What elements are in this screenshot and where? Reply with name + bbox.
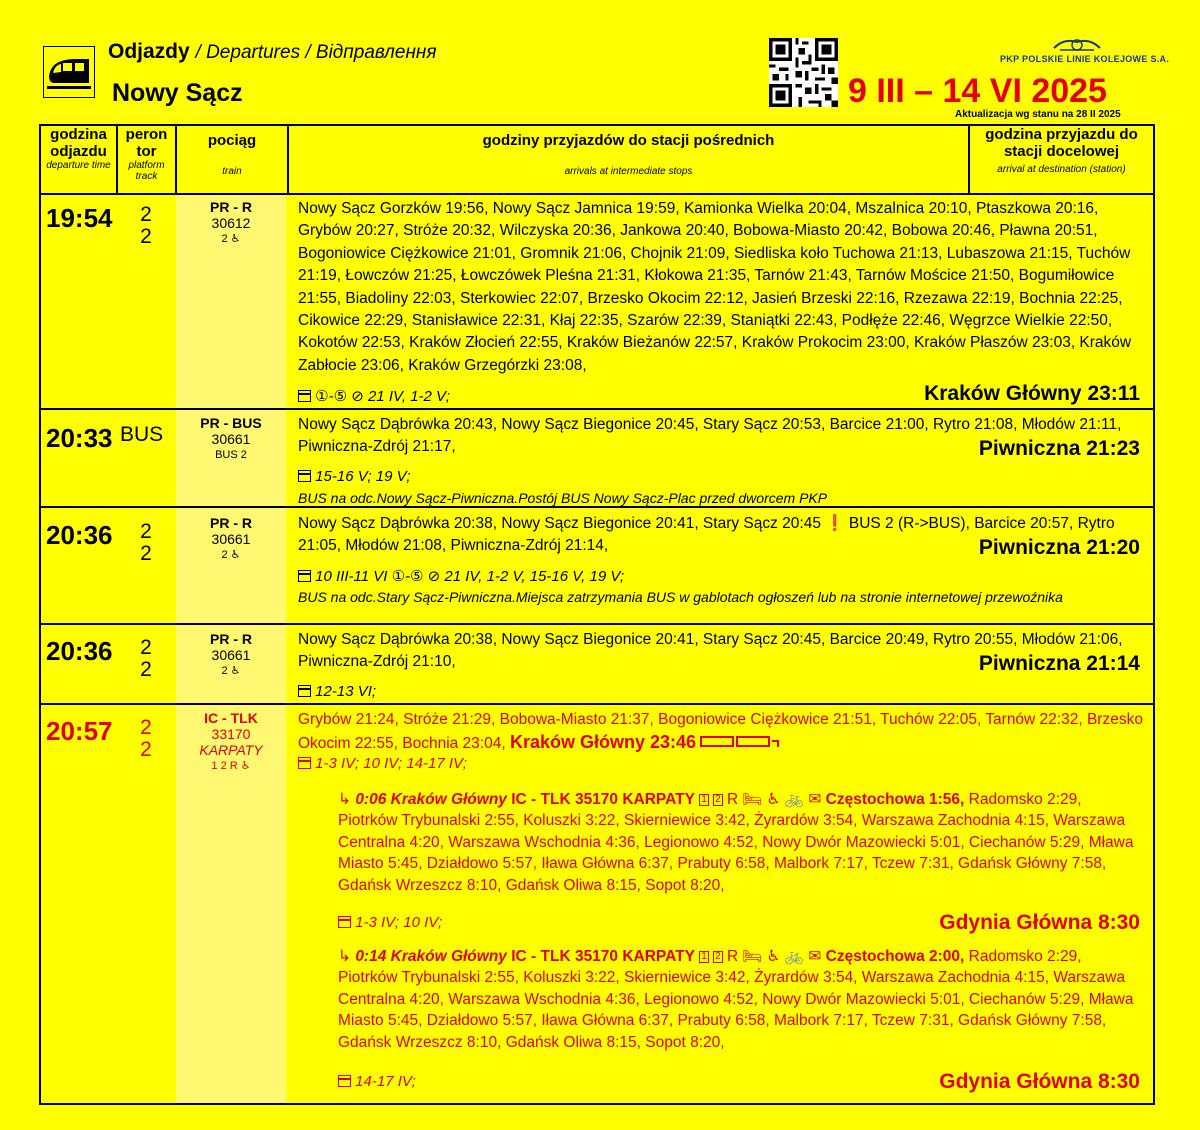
table-border-right <box>1153 124 1155 1105</box>
train-category: PR - R <box>210 631 252 647</box>
header-platform: peron tor platform track <box>125 126 168 182</box>
departure-time: 20:33 <box>46 423 113 453</box>
operating-days: 14-17 IV; <box>338 1073 416 1090</box>
platform-number: BUS <box>120 423 164 446</box>
train-category: PR - BUS <box>200 415 262 431</box>
train-category: PR - R <box>210 199 252 215</box>
connection-train: IC - TLK 35170 KARPATY <box>511 948 695 965</box>
train-number: 30661 <box>211 431 251 447</box>
header-divider <box>39 193 1155 195</box>
row-divider <box>39 703 1155 705</box>
intermediate-stops: Grybów 21:24, Stróże 21:29, Bobowa-Miasto 21:37, Bogoniowice Ciężkowice 21:51, Tuchów 22:05, Tarnów 22:32, Brzesko Okocim 22:55, Bochnia 23:04, Kraków Główny 23:46 <box>298 711 1143 753</box>
platform-number: 2 2 <box>140 716 152 761</box>
validity-period: 9 III – 14 VI 2025 <box>848 72 1107 110</box>
train-category: IC - TLK <box>204 710 258 726</box>
station-name: Nowy Sącz <box>112 79 243 107</box>
train-icon <box>43 46 95 98</box>
connection-stops: Radomsko 2:29, Piotrków Trybunalski 2:55, Koluszki 3:22, Skierniewice 3:42, Żyrardów 3:54, Warszawa Zachodnia 4:15, Warszawa Centralna 4:20, Warszawa Wschodnia 4:36, Legionowo 4:52, Nowy Dwór Mazowiecki 5:01, Ciechanów 5:29, Mława Miasto 5:45, Działdowo 5:57, Iława Główna 6:37, Prabuty 6:58, Malbork 7:17, Tczew 7:31, Gdańsk Główny 7:58, Gdańsk Wrzeszcz 8:10, Gdańsk Oliwa 8:15, Sopot 8:20, <box>338 791 1134 894</box>
connection-stops: Radomsko 2:29, Piotrków Trybunalski 2:55, Koluszki 3:22, Skierniewice 3:42, Żyrardów 3:54, Warszawa Zachodnia 4:15, Warszawa Centralna 4:20, Warszawa Wschodnia 4:36, Legionowo 4:52, Nowy Dwór Mazowiecki 5:01, Ciechanów 5:29, Mława Miasto 5:45, Działdowo 5:57, Iława Główna 6:37, Prabuty 6:58, Malbork 7:17, Tczew 7:31, Gdańsk Główny 7:58, Gdańsk Wrzeszcz 8:10, Gdańsk Oliwa 8:15, Sopot 8:20, <box>338 948 1134 1051</box>
train-cars-icon <box>700 735 782 749</box>
platform-number: 2 2 <box>140 203 152 248</box>
train-name: KARPATY <box>199 742 263 758</box>
operating-days: 1-3 IV; 10 IV; <box>338 914 442 931</box>
departure-time: 19:54 <box>46 203 113 233</box>
train-number: 30612 <box>211 215 251 231</box>
intermediate-stops: Nowy Sącz Dąbrówka 20:43, Nowy Sącz Biegonice 20:45, Stary Sącz 20:53, Barcice 21:00, Rytro 21:08, Młodów 21:11, Piwniczna-Zdrój 21:17, <box>298 416 1122 456</box>
update-note: Aktualizacja wg stanu na 28 II 2025 <box>955 109 1121 120</box>
train-info <box>178 631 284 679</box>
operating-days: 15-16 V; 19 V; <box>298 468 411 485</box>
title-translations: / Departures / Відправлення <box>195 42 437 63</box>
intermediate-stops: Nowy Sącz Gorzków 19:56, Nowy Sącz Jamnica 19:59, Kamionka Wielka 20:04, Mszalnica 20:10, Ptaszkowa 20:16, Grybów 20:27, Stróże 20:32, Wilczyska 20:36, Jankowa 20:40, Bobowa-Miasto 20:42, Bobowa 20:46, Pławna 20:51, Bogoniowice Ciężkowice 21:01, Gromnik 21:06, Chojnik 21:09, Siedliska koło Tuchowa 21:13, Lubaszowa 21:15, Tuchów 21:19, Łowczów 21:25, Łowczówek Pleśna 21:31, Kłokowa 21:35, Tarnów 21:43, Tarnów Mościce 21:50, Bogumiłowice 21:55, Biadoliny 22:03, Sterkowiec 22:07, Brzesko Okocim 22:12, Jasień Brzeski 22:16, Rzezawa 22:19, Bochnia 22:25, Cikowice 22:29, Stanisławice 22:31, Kłaj 22:35, Szarów 22:39, Staniątki 22:43, Podłęże 22:46, Węgrzce Wielkie 22:50, Kokotów 22:53, Kraków Złocień 22:55, Kraków Bieżanów 22:57, Kraków Prokocim 23:00, Kraków Płaszów 23:03, Kraków Zabłocie 23:06, Kraków Grzegórzki 23:08, <box>298 200 1132 374</box>
intermediate-stops: Nowy Sącz Dąbrówka 20:38, Nowy Sącz Biegonice 20:41, Stary Sącz 20:45, Barcice 20:49, Rytro 20:55, Młodów 21:06, Piwniczna-Zdrój 21:10, <box>298 631 1123 671</box>
header-stops: godziny przyjazdów do stacji pośrednich arrivals at intermediate stops <box>482 132 775 177</box>
intermediate-stops: Nowy Sącz Dąbrówka 20:38, Nowy Sącz Biegonice 20:41, Stary Sącz 20:45 ❗ BUS 2 (R->BUS), Barcice 20:57, Rytro 21:05, Młodów 21:08, Piwniczna-Zdrój 21:14, <box>298 515 1115 555</box>
train-info <box>178 199 284 247</box>
page-title <box>108 40 437 64</box>
calendar-icon <box>338 1075 351 1087</box>
row-note: BUS na odc.Nowy Sącz-Piwniczna.Postój BUS Nowy Sącz-Plac przed dworcem PKP <box>298 490 828 506</box>
calendar-icon <box>298 470 311 482</box>
table-border-left <box>39 124 41 1105</box>
departure-time: 20:57 <box>46 716 113 746</box>
calendar-icon <box>298 570 311 582</box>
pkp-logo-icon <box>1050 36 1104 56</box>
connection-first-stop: Częstochowa 1:56, <box>825 791 965 808</box>
train-number: 30661 <box>211 647 251 663</box>
connection-arrow-icon: ↳ <box>338 948 351 965</box>
operating-days: 1-3 IV; 10 IV; 14-17 IV; <box>298 755 467 772</box>
connection-train: IC - TLK 35170 KARPATY <box>511 791 695 808</box>
train-number: 33170 <box>211 726 251 742</box>
header-destination: godzina przyjazdu do stacji docelowej arrival at destination (station) <box>985 126 1138 175</box>
train-info <box>178 415 284 463</box>
table-border-bottom <box>39 1103 1155 1105</box>
header-train: pociąg train <box>207 132 257 177</box>
row-divider <box>39 623 1155 625</box>
train-amenities: BUS 2 <box>215 449 247 461</box>
destination: Gdynia Główna 8:30 <box>939 1070 1140 1093</box>
operating-days: 10 III-11 VI ①-⑤ ⊘ 21 IV, 1-2 V, 15-16 V, 19 V; <box>298 567 624 585</box>
platform-number: 2 2 <box>140 636 152 681</box>
destination: Piwniczna 21:20 <box>978 536 1140 559</box>
train-amenities: 2 ♿ <box>221 233 241 245</box>
operator-name: PKP POLSKIE LINIE KOLEJOWE S.A. <box>1000 54 1170 64</box>
connection-arrow-icon: ↳ <box>338 791 351 808</box>
title-pl: Odjazdy <box>108 40 190 63</box>
operating-days: 12-13 VI; <box>298 683 376 700</box>
row-note: BUS na odc.Stary Sącz-Piwniczna.Miejsca zatrzymania BUS w gablotach ogłoszeń lub na stronie internetowej przewoźnika <box>298 589 1063 605</box>
departure-time: 20:36 <box>46 520 113 550</box>
qr-code-icon[interactable] <box>769 38 838 107</box>
calendar-icon <box>298 390 311 402</box>
train-amenities: 2 ♿ <box>221 549 241 561</box>
destination: Piwniczna 21:23 <box>978 437 1140 460</box>
platform-number: 2 2 <box>140 520 152 565</box>
calendar-icon <box>338 916 351 928</box>
header-departure: godzina odjazdu departure time <box>46 126 111 171</box>
connection-info: ↳ 0:14 Kraków Główny IC - TLK 35170 KARPATY 1 2 R 🛏 ♿ 🚲 ✉ Częstochowa 2:00, Radomsko 2:29, Piotrków Trybunalski 2:55, Koluszki 3:22, Skierniewice 3:42, Żyrardów 3:54, Warszawa Zachodnia 4:15, Warszawa Centralna 4:20, Warszawa Wschodnia 4:36, Legionowo 4:52, Nowy Dwór Mazowiecki 5:01, Ciechanów 5:29, Mława Miasto 5:45, Działdowo 5:57, Iława Główna 6:37, Prabuty 6:58, Malbork 7:17, Tczew 7:31, Gdańsk Główny 7:58, Gdańsk Wrzeszcz 8:10, Gdańsk Oliwa 8:15, Sopot 8:20, <box>338 948 1134 1051</box>
destination: Gdynia Główna 8:30 <box>939 911 1140 934</box>
calendar-icon <box>298 757 311 769</box>
departure-time: 20:36 <box>46 636 113 666</box>
train-info <box>178 710 284 774</box>
train-amenities: 2 ♿ <box>221 665 241 677</box>
destination: Piwniczna 21:14 <box>978 652 1140 675</box>
destination: Kraków Główny 23:11 <box>924 382 1140 405</box>
train-number: 30661 <box>211 531 251 547</box>
connection-head: 0:06 Kraków Główny <box>355 791 507 808</box>
operating-days: ①-⑤ ⊘ 21 IV, 1-2 V; <box>298 387 450 405</box>
connection-first-stop: Częstochowa 2:00, <box>825 948 965 965</box>
connection-head: 0:14 Kraków Główny <box>355 948 507 965</box>
first-destination: Kraków Główny 23:46 <box>509 732 697 753</box>
row-divider <box>39 408 1155 410</box>
connection-info: ↳ 0:06 Kraków Główny IC - TLK 35170 KARPATY 1 2 R 🛏 ♿ 🚲 ✉ Częstochowa 1:56, Radomsko 2:29, Piotrków Trybunalski 2:55, Koluszki 3:22, Skierniewice 3:42, Żyrardów 3:54, Warszawa Zachodnia 4:15, Warszawa Centralna 4:20, Warszawa Wschodnia 4:36, Legionowo 4:52, Nowy Dwór Mazowiecki 5:01, Ciechanów 5:29, Mława Miasto 5:45, Działdowo 5:57, Iława Główna 6:37, Prabuty 6:58, Malbork 7:17, Tczew 7:31, Gdańsk Główny 7:58, Gdańsk Wrzeszcz 8:10, Gdańsk Oliwa 8:15, Sopot 8:20, <box>338 791 1134 894</box>
train-amenities: 1 2 R ♿ <box>211 760 251 772</box>
train-info <box>178 515 284 563</box>
train-category: PR - R <box>210 515 252 531</box>
calendar-icon <box>298 685 311 697</box>
